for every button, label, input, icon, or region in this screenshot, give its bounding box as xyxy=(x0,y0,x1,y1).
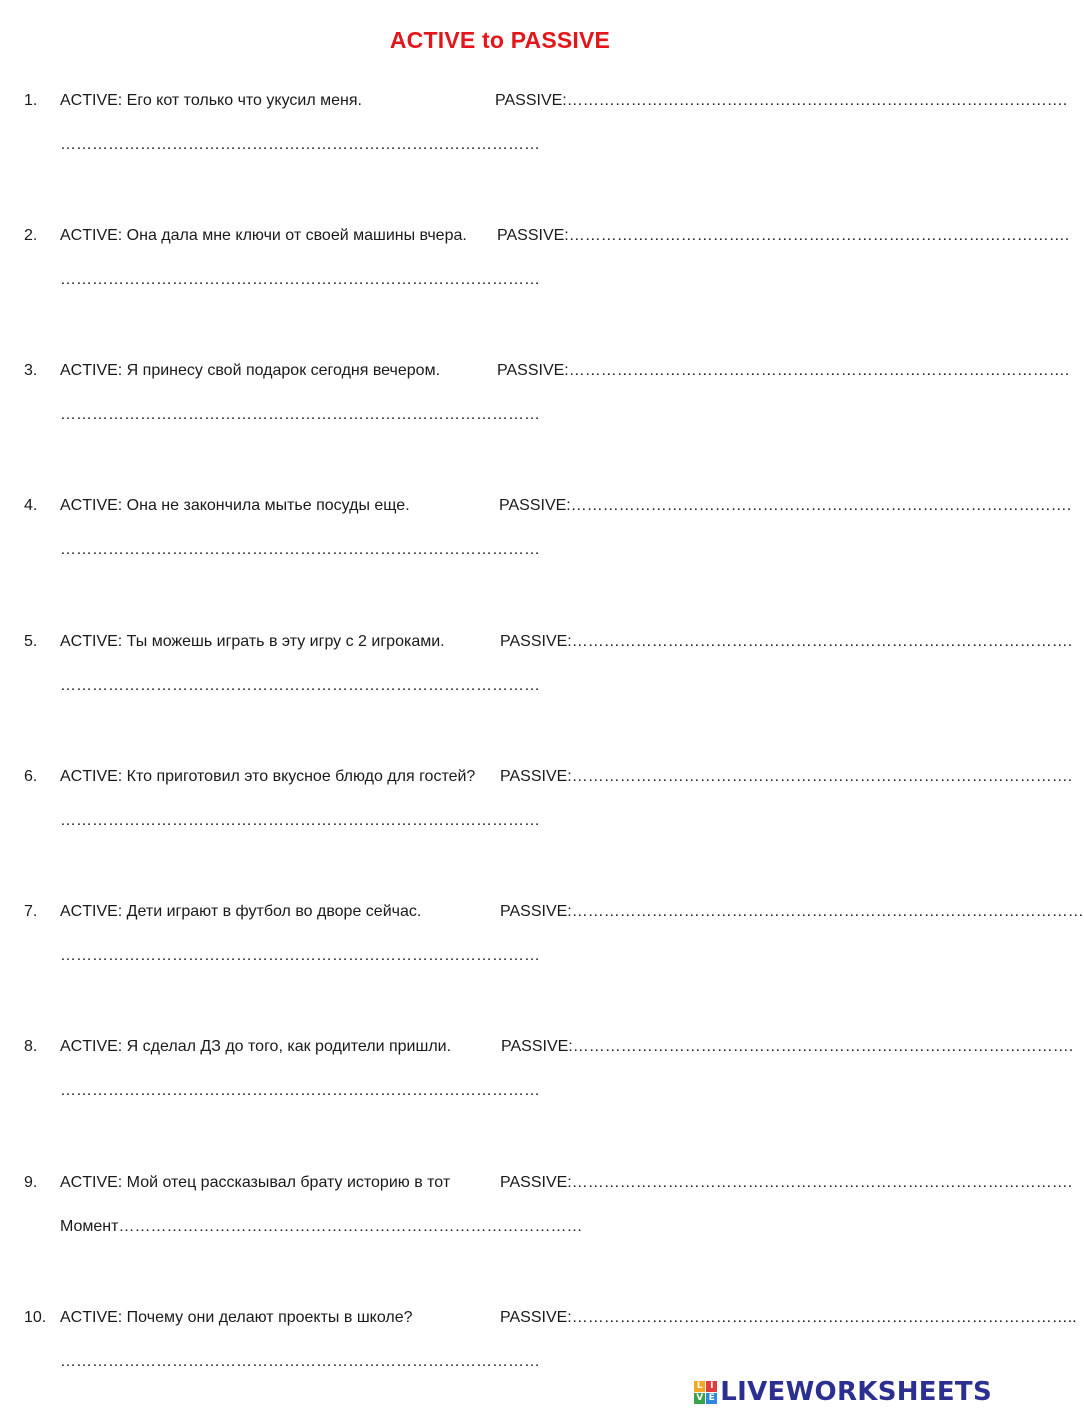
item-number: 6. xyxy=(24,768,38,785)
passive-answer-field[interactable]: PASSIVE:…………………………………………………………………………………. xyxy=(500,768,1073,785)
active-sentence: ACTIVE: Она не закончила мытье посуды еще. xyxy=(60,497,410,514)
answer-continuation-field[interactable]: ……………………………………………………………………………… xyxy=(60,406,540,423)
item-number: 1. xyxy=(24,92,38,109)
liveworksheets-wordmark: LIVEWORKSHEETS xyxy=(720,1377,992,1407)
passive-answer-field[interactable]: PASSIVE:…………………………………………………………………………………… xyxy=(500,903,1084,920)
exercise-item xyxy=(0,497,1072,597)
logo-letter-e: E xyxy=(706,1393,717,1404)
answer-continuation-field[interactable]: ……………………………………………………………………………… xyxy=(60,947,540,964)
answer-continuation-field[interactable]: ……………………………………………………………………………… xyxy=(60,541,540,558)
exercise-item xyxy=(0,768,1073,868)
answer-continuation-field[interactable]: ……………………………………………………………………………… xyxy=(60,812,540,829)
answer-continuation-field[interactable]: ……………………………………………………………………………… xyxy=(60,677,540,694)
exercise-item xyxy=(0,92,1068,192)
item-number: 8. xyxy=(24,1038,38,1055)
active-sentence: ACTIVE: Я сделал ДЗ до того, как родители пришли. xyxy=(60,1038,452,1055)
active-sentence: ACTIVE: Дети играют в футбол во дворе сейчас. xyxy=(60,903,422,920)
active-sentence: ACTIVE: Мой отец рассказывал брату историю в тот xyxy=(60,1174,451,1191)
active-sentence: ACTIVE: Кто приготовил это вкусное блюдо для гостей? xyxy=(60,768,476,785)
logo-letter-v: V xyxy=(694,1393,705,1404)
active-sentence: ACTIVE: Почему они делают проекты в школе? xyxy=(60,1309,413,1326)
exercise-item xyxy=(0,227,1070,327)
passive-answer-field[interactable]: PASSIVE:…………………………………………………………………………………. xyxy=(495,92,1068,109)
logo-letter-l: L xyxy=(694,1381,705,1392)
answer-continuation-field[interactable]: ……………………………………………………………………………… xyxy=(60,271,540,288)
item-number: 10. xyxy=(24,1309,47,1326)
item-number: 7. xyxy=(24,903,38,920)
liveworksheets-logo xyxy=(694,1377,992,1407)
page-title: ACTIVE to PASSIVE xyxy=(389,27,611,53)
answer-continuation-field[interactable]: ……………………………………………………………………………… xyxy=(60,136,540,153)
item-number: 2. xyxy=(24,227,38,244)
passive-answer-field[interactable]: PASSIVE:…………………………………………………………………………………. xyxy=(501,1038,1074,1055)
passive-answer-field[interactable]: PASSIVE:…………………………………………………………………………………. xyxy=(500,1174,1073,1191)
passive-answer-field[interactable]: PASSIVE:…………………………………………………………………………………. xyxy=(500,633,1073,650)
passive-answer-field[interactable]: PASSIVE:…………………………………………………………………………………. xyxy=(497,362,1070,379)
answer-continuation-field[interactable]: Момент…………………………………………………………………………… xyxy=(60,1218,583,1235)
item-number: 4. xyxy=(24,497,38,514)
item-number: 3. xyxy=(24,362,38,379)
item-number: 9. xyxy=(24,1174,38,1191)
liveworksheets-logo-icon xyxy=(694,1381,717,1404)
answer-continuation-field[interactable]: ……………………………………………………………………………… xyxy=(60,1082,540,1099)
exercise-item xyxy=(0,1038,1074,1138)
logo-letter-i: I xyxy=(706,1381,717,1392)
active-sentence: ACTIVE: Я принесу свой подарок сегодня вечером. xyxy=(60,362,441,379)
active-sentence: ACTIVE: Она дала мне ключи от своей машины вчера. xyxy=(60,227,467,244)
passive-answer-field[interactable]: PASSIVE:………………………………………………………………………………….. xyxy=(500,1309,1077,1326)
exercise-item xyxy=(0,903,1084,1003)
passive-answer-field[interactable]: PASSIVE:…………………………………………………………………………………. xyxy=(497,227,1070,244)
active-sentence: ACTIVE: Ты можешь играть в эту игру с 2 игроками. xyxy=(60,633,445,650)
active-sentence: ACTIVE: Его кот только что укусил меня. xyxy=(60,92,362,109)
exercise-item xyxy=(0,1174,1073,1274)
exercise-item xyxy=(0,633,1073,733)
exercise-item xyxy=(0,362,1070,462)
passive-answer-field[interactable]: PASSIVE:…………………………………………………………………………………. xyxy=(499,497,1072,514)
answer-continuation-field[interactable]: ……………………………………………………………………………… xyxy=(60,1353,540,1370)
item-number: 5. xyxy=(24,633,38,650)
